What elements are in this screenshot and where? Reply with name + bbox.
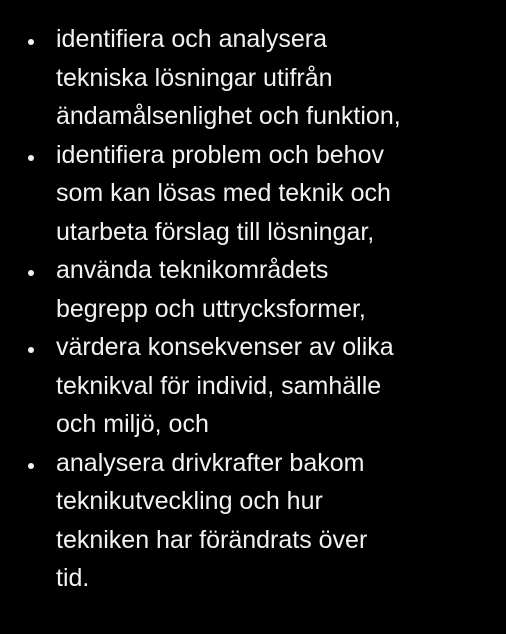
bullet-dot-icon <box>28 155 34 161</box>
bullet-dot-icon <box>28 463 34 469</box>
list-item <box>28 328 482 444</box>
bullet-text: identifiera problem och behov som kan lösas med teknik och utarbeta förslag till lösningar, <box>56 140 391 246</box>
bullet-dot-icon <box>28 39 34 45</box>
list-item <box>28 136 482 252</box>
bullet-text: identifiera och analysera tekniska lösningar utifrån ändamålsenlighet och funktion, <box>56 25 401 130</box>
bullet-list <box>28 20 482 598</box>
bullet-dot-icon <box>28 270 34 276</box>
list-item <box>28 251 482 328</box>
bullet-text: värdera konsekvenser av olika teknikval för individ, samhälle och miljö, och <box>56 333 394 438</box>
list-item <box>28 20 482 136</box>
list-item <box>28 444 482 598</box>
bullet-text: använda teknikområdets begrepp och uttrycksformer, <box>56 256 366 323</box>
bullet-text: analysera drivkrafter bakom teknikutveckling och hur tekniken har förändrats över tid. <box>56 448 368 592</box>
bullet-dot-icon <box>28 347 34 353</box>
